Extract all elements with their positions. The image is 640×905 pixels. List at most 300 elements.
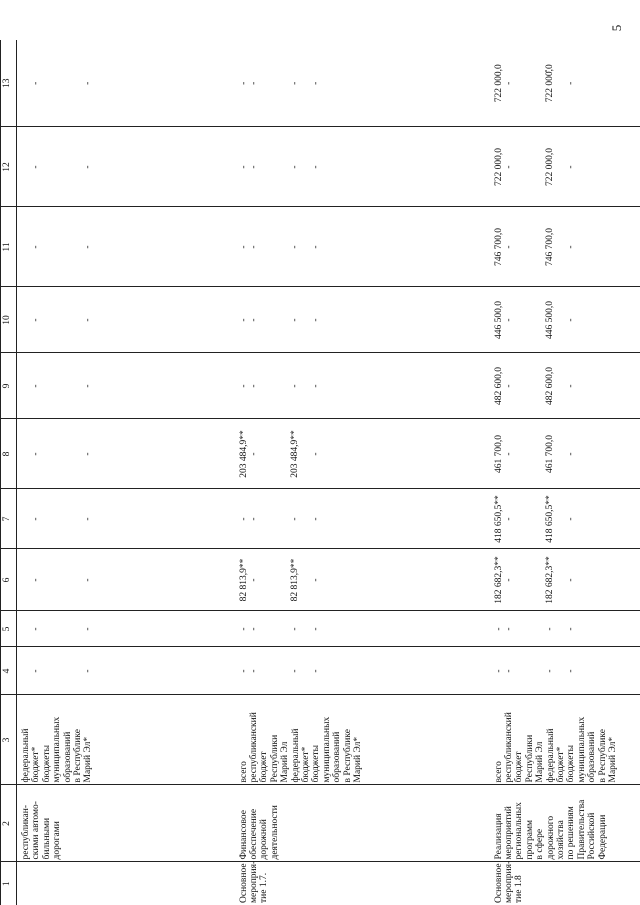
spacer bbox=[301, 614, 311, 645]
text-line: федеральный bbox=[545, 728, 556, 783]
text-line: Марий Эл bbox=[535, 741, 546, 783]
program-funding-table bbox=[0, 40, 640, 905]
spacer bbox=[42, 42, 52, 125]
spacer bbox=[63, 492, 73, 547]
measure-label-cell bbox=[492, 862, 640, 905]
spacer bbox=[73, 614, 83, 645]
value-cell-col-13 bbox=[17, 40, 237, 127]
amount-value: 203 484,9** bbox=[290, 430, 301, 478]
spacer bbox=[21, 650, 31, 693]
spacer bbox=[525, 614, 535, 645]
amount-value: - bbox=[31, 669, 42, 673]
amount-value: - bbox=[545, 669, 556, 673]
value-cell-col-12 bbox=[17, 127, 237, 207]
amount-value: - bbox=[503, 384, 514, 388]
amount-value: - bbox=[83, 318, 94, 322]
spacer bbox=[280, 356, 290, 417]
text-line: муниципальных bbox=[576, 716, 587, 783]
amount-value: - bbox=[566, 627, 577, 631]
amount-value: - bbox=[566, 384, 577, 388]
amount-value: 446 500,0 bbox=[493, 301, 504, 339]
amount-value: - bbox=[83, 165, 94, 169]
spacer bbox=[21, 492, 31, 547]
rotated-page bbox=[0, 40, 640, 905]
amount-value: 446 500,0 bbox=[545, 301, 556, 339]
text-line: федеральный bbox=[290, 728, 301, 783]
value-cell-col-11 bbox=[492, 207, 640, 287]
spacer bbox=[42, 356, 52, 417]
amount-value: - bbox=[238, 627, 249, 631]
column-header-2: 2 bbox=[1, 785, 17, 862]
amount-value: 203 484,9** bbox=[238, 430, 249, 478]
spacer bbox=[73, 492, 83, 547]
page-number: 5 bbox=[609, 24, 624, 32]
spacer bbox=[301, 552, 311, 609]
amount-value: 746 700,0 bbox=[493, 228, 504, 266]
amount-value: 418 650,5** bbox=[545, 495, 556, 543]
spacer bbox=[73, 356, 83, 417]
spacer bbox=[52, 356, 62, 417]
spacer bbox=[556, 290, 566, 351]
spacer bbox=[259, 290, 269, 351]
text-line: бюджет bbox=[259, 751, 270, 783]
amount-value: - bbox=[503, 627, 514, 631]
amount-value: 746 700,0 bbox=[545, 228, 556, 266]
text-line: в Республике bbox=[597, 729, 608, 783]
value-cell-col-9 bbox=[17, 353, 237, 419]
amount-value: 461 700,0 bbox=[545, 435, 556, 473]
spacer bbox=[301, 130, 311, 205]
spacer bbox=[301, 650, 311, 693]
spacer bbox=[514, 492, 524, 547]
spacer bbox=[270, 650, 280, 693]
table-body bbox=[17, 40, 640, 905]
spacer bbox=[73, 42, 83, 125]
amount-value: - bbox=[566, 245, 577, 249]
text-line: Основное bbox=[238, 863, 249, 903]
value-cell-col-4 bbox=[17, 647, 237, 695]
amount-value: - bbox=[311, 165, 322, 169]
amount-value: - bbox=[311, 452, 322, 456]
spacer bbox=[73, 650, 83, 693]
text-line: в сфере bbox=[535, 828, 546, 860]
amount-value: - bbox=[290, 318, 301, 322]
amount-value: - bbox=[503, 452, 514, 456]
spacer bbox=[259, 356, 269, 417]
column-header-6: 6 bbox=[1, 549, 17, 611]
spacer bbox=[301, 290, 311, 351]
text-line: в Республике bbox=[73, 729, 84, 783]
amount-value: - bbox=[248, 669, 259, 673]
spacer bbox=[525, 130, 535, 205]
spacer bbox=[259, 492, 269, 547]
amount-value: - bbox=[311, 245, 322, 249]
spacer bbox=[63, 42, 73, 125]
amount-value: - bbox=[503, 578, 514, 582]
amount-value: - bbox=[83, 384, 94, 388]
amount-value: - bbox=[31, 245, 42, 249]
text-line: образований bbox=[587, 731, 598, 783]
text-line: бюджет* bbox=[300, 746, 311, 783]
value-cell-col-7 bbox=[492, 489, 640, 549]
amount-value: - bbox=[290, 245, 301, 249]
spacer bbox=[63, 210, 73, 285]
measure-label-cell bbox=[17, 862, 237, 905]
text-line: всего bbox=[238, 761, 249, 783]
spacer bbox=[301, 42, 311, 125]
amount-value: - bbox=[248, 452, 259, 456]
spacer bbox=[514, 290, 524, 351]
amount-value: 461 700,0 bbox=[493, 435, 504, 473]
spacer bbox=[21, 552, 31, 609]
value-cell-col-12 bbox=[237, 127, 492, 207]
value-cell-col-10 bbox=[237, 287, 492, 353]
spacer bbox=[514, 130, 524, 205]
text-line: тие 1.8 bbox=[514, 875, 525, 903]
text-line: бюджет* bbox=[31, 746, 42, 783]
spacer bbox=[280, 614, 290, 645]
spacer bbox=[514, 650, 524, 693]
spacer bbox=[556, 552, 566, 609]
spacer bbox=[42, 552, 52, 609]
amount-value: - bbox=[290, 81, 301, 85]
spacer bbox=[535, 42, 545, 125]
spacer bbox=[514, 552, 524, 609]
spacer bbox=[514, 614, 524, 645]
text-line: муниципальных bbox=[321, 716, 332, 783]
text-line: муниципальных bbox=[52, 716, 63, 783]
amount-value: 722 000,0 bbox=[493, 148, 504, 186]
spacer bbox=[270, 130, 280, 205]
amount-value: - bbox=[290, 384, 301, 388]
spacer bbox=[21, 290, 31, 351]
amount-value: - bbox=[248, 517, 259, 521]
text-line: федеральный bbox=[21, 728, 31, 783]
amount-value: - bbox=[248, 318, 259, 322]
value-cell-col-11 bbox=[17, 207, 237, 287]
text-line: бюджет* bbox=[555, 746, 566, 783]
spacer bbox=[514, 422, 524, 487]
spacer bbox=[301, 422, 311, 487]
spacer bbox=[52, 422, 62, 487]
spacer bbox=[514, 210, 524, 285]
spacer bbox=[280, 422, 290, 487]
spacer bbox=[52, 552, 62, 609]
spacer bbox=[270, 210, 280, 285]
measure-label-cell bbox=[237, 862, 492, 905]
amount-value: - bbox=[238, 245, 249, 249]
spacer bbox=[525, 290, 535, 351]
amount-value: - bbox=[31, 517, 42, 521]
text-line: мероприя- bbox=[503, 860, 514, 903]
text-line: Республики bbox=[269, 734, 280, 783]
amount-value: - bbox=[493, 627, 504, 631]
amount-value: - bbox=[83, 81, 94, 85]
text-line: программ bbox=[524, 820, 535, 860]
amount-value: 182 682,3** bbox=[493, 556, 504, 604]
value-cell-col-7 bbox=[17, 489, 237, 549]
text-line: образований bbox=[62, 731, 73, 783]
amount-value: - bbox=[31, 578, 42, 582]
spacer bbox=[73, 422, 83, 487]
spacer bbox=[52, 290, 62, 351]
amount-value: - bbox=[248, 578, 259, 582]
amount-value: - bbox=[238, 318, 249, 322]
text-line: Марий Эл* bbox=[607, 736, 618, 783]
text-line: дорогами bbox=[52, 821, 63, 860]
column-header-8: 8 bbox=[1, 419, 17, 489]
amount-value: - bbox=[311, 81, 322, 85]
value-cell-col-9 bbox=[237, 353, 492, 419]
spacer bbox=[63, 422, 73, 487]
amount-value: - bbox=[566, 81, 577, 85]
text-line: бюджеты bbox=[41, 745, 52, 783]
amount-value: - bbox=[503, 165, 514, 169]
spacer bbox=[42, 290, 52, 351]
amount-value: - bbox=[493, 669, 504, 673]
amount-value: 722 000,0 bbox=[545, 148, 556, 186]
spacer bbox=[259, 614, 269, 645]
text-line: хозяйства bbox=[555, 820, 566, 860]
amount-value: - bbox=[503, 81, 514, 85]
text-line: бильными bbox=[41, 817, 52, 860]
spacer bbox=[535, 210, 545, 285]
spacer bbox=[535, 552, 545, 609]
text-line: Финансовое bbox=[238, 810, 249, 860]
spacer bbox=[301, 356, 311, 417]
text-line: республиканский bbox=[503, 712, 514, 783]
funding-source-cell bbox=[237, 695, 492, 785]
amount-value: - bbox=[238, 384, 249, 388]
spacer bbox=[63, 552, 73, 609]
amount-value: - bbox=[290, 669, 301, 673]
value-cell-col-8 bbox=[237, 419, 492, 489]
spacer bbox=[21, 130, 31, 205]
amount-value: - bbox=[31, 452, 42, 456]
spacer bbox=[280, 650, 290, 693]
amount-value: - bbox=[83, 669, 94, 673]
spacer bbox=[42, 210, 52, 285]
amount-value: 82 813,9** bbox=[238, 558, 249, 602]
text-line: Правительства bbox=[576, 799, 587, 860]
spacer bbox=[535, 650, 545, 693]
spacer bbox=[63, 130, 73, 205]
spacer bbox=[42, 130, 52, 205]
spacer bbox=[280, 42, 290, 125]
spacer bbox=[535, 492, 545, 547]
text-line: региональных bbox=[514, 802, 525, 860]
spacer bbox=[280, 552, 290, 609]
text-line: деятельности bbox=[269, 805, 280, 860]
column-header-11: 11 bbox=[1, 207, 17, 287]
text-line: бюджеты bbox=[311, 745, 322, 783]
measure-name-cell bbox=[237, 785, 492, 862]
text-line: по решениям bbox=[566, 806, 577, 860]
spacer bbox=[73, 290, 83, 351]
amount-value: - bbox=[248, 245, 259, 249]
spacer bbox=[52, 492, 62, 547]
amount-value: - bbox=[83, 627, 94, 631]
table-row bbox=[492, 40, 640, 905]
value-cell-col-10 bbox=[492, 287, 640, 353]
spacer bbox=[556, 210, 566, 285]
spacer bbox=[301, 210, 311, 285]
column-header-13: 13 bbox=[1, 40, 17, 127]
column-header-7: 7 bbox=[1, 489, 17, 549]
funding-source-cell bbox=[17, 695, 237, 785]
value-cell-col-5 bbox=[237, 611, 492, 647]
amount-value: 82 813,9** bbox=[290, 558, 301, 602]
spacer bbox=[63, 290, 73, 351]
spacer bbox=[535, 422, 545, 487]
amount-value: - bbox=[311, 318, 322, 322]
spacer bbox=[63, 650, 73, 693]
spacer bbox=[514, 42, 524, 125]
value-cell-col-5 bbox=[492, 611, 640, 647]
measure-name-cell bbox=[492, 785, 640, 862]
spacer bbox=[42, 650, 52, 693]
spacer bbox=[21, 614, 31, 645]
funding-source-cell bbox=[492, 695, 640, 785]
amount-value: - bbox=[83, 245, 94, 249]
spacer bbox=[42, 614, 52, 645]
text-line: Марий Эл* bbox=[83, 736, 94, 783]
amount-value: - bbox=[311, 627, 322, 631]
spacer bbox=[280, 290, 290, 351]
column-header-9: 9 bbox=[1, 353, 17, 419]
value-cell-col-6 bbox=[237, 549, 492, 611]
text-line: дорожной bbox=[259, 819, 270, 860]
value-cell-col-4 bbox=[237, 647, 492, 695]
amount-value: - bbox=[503, 669, 514, 673]
text-line: Российской bbox=[587, 812, 598, 860]
spacer bbox=[525, 650, 535, 693]
amount-value: - bbox=[83, 452, 94, 456]
spacer bbox=[21, 210, 31, 285]
value-cell-col-10 bbox=[17, 287, 237, 353]
spacer bbox=[52, 650, 62, 693]
amount-value: - bbox=[31, 81, 42, 85]
amount-value: 418 650,5** bbox=[493, 495, 504, 543]
table-row bbox=[237, 40, 492, 905]
value-cell-col-6 bbox=[17, 549, 237, 611]
amount-value: 182 682,3** bbox=[545, 556, 556, 604]
spacer bbox=[556, 130, 566, 205]
text-line: образований bbox=[332, 731, 343, 783]
amount-value: - bbox=[311, 517, 322, 521]
spacer bbox=[52, 42, 62, 125]
spacer bbox=[73, 130, 83, 205]
text-line: Реализация bbox=[493, 813, 504, 860]
amount-value: - bbox=[83, 578, 94, 582]
spacer bbox=[556, 614, 566, 645]
spacer bbox=[535, 614, 545, 645]
text-line: Марий Эл* bbox=[352, 736, 363, 783]
text-line: обеспечение bbox=[248, 808, 259, 860]
text-line: республиканский bbox=[248, 712, 259, 783]
text-line: республикан- bbox=[21, 805, 31, 860]
amount-value: - bbox=[290, 627, 301, 631]
spacer bbox=[556, 42, 566, 125]
amount-value: - bbox=[290, 165, 301, 169]
spacer bbox=[270, 492, 280, 547]
table-row bbox=[17, 40, 237, 905]
spacer bbox=[21, 422, 31, 487]
spacer bbox=[535, 130, 545, 205]
amount-value: - bbox=[503, 517, 514, 521]
text-line: Федерации bbox=[597, 814, 608, 860]
spacer bbox=[259, 650, 269, 693]
value-cell-col-12 bbox=[492, 127, 640, 207]
amount-value: - bbox=[238, 81, 249, 85]
amount-value: - bbox=[545, 627, 556, 631]
amount-value: - bbox=[311, 384, 322, 388]
spacer bbox=[525, 356, 535, 417]
value-cell-col-4 bbox=[492, 647, 640, 695]
spacer bbox=[525, 552, 535, 609]
spacer bbox=[63, 356, 73, 417]
spacer bbox=[259, 210, 269, 285]
spacer bbox=[535, 356, 545, 417]
spacer bbox=[21, 42, 31, 125]
spacer bbox=[280, 130, 290, 205]
amount-value: - bbox=[31, 318, 42, 322]
value-cell-col-8 bbox=[17, 419, 237, 489]
spacer bbox=[42, 422, 52, 487]
text-line: бюджеты bbox=[566, 745, 577, 783]
amount-value: - bbox=[566, 318, 577, 322]
text-line: мероприя- bbox=[248, 860, 259, 903]
amount-value: - bbox=[31, 165, 42, 169]
value-cell-col-5 bbox=[17, 611, 237, 647]
spacer bbox=[73, 552, 83, 609]
spacer bbox=[21, 356, 31, 417]
amount-value: - bbox=[503, 318, 514, 322]
text-line: Основное bbox=[493, 863, 504, 903]
column-header-12: 12 bbox=[1, 127, 17, 207]
spacer bbox=[270, 422, 280, 487]
value-cell-col-8 bbox=[492, 419, 640, 489]
spacer bbox=[270, 552, 280, 609]
spacer bbox=[514, 356, 524, 417]
spacer bbox=[42, 492, 52, 547]
column-header-3: 3 bbox=[1, 695, 17, 785]
amount-value: - bbox=[248, 165, 259, 169]
spacer bbox=[259, 422, 269, 487]
amount-value: - bbox=[83, 517, 94, 521]
text-line: тие 1.7. bbox=[259, 872, 270, 903]
spacer bbox=[525, 210, 535, 285]
column-header-1: 1 bbox=[1, 862, 17, 905]
amount-value: - bbox=[238, 517, 249, 521]
spacer bbox=[270, 42, 280, 125]
value-cell-col-6 bbox=[492, 549, 640, 611]
value-cell-col-9 bbox=[492, 353, 640, 419]
spacer bbox=[525, 422, 535, 487]
measure-name-cell bbox=[17, 785, 237, 862]
amount-value: 482 600,0 bbox=[493, 367, 504, 405]
table-header-row bbox=[1, 40, 17, 905]
spacer bbox=[556, 356, 566, 417]
text-line: мероприятий bbox=[503, 806, 514, 860]
spacer bbox=[259, 130, 269, 205]
value-cell-col-13 bbox=[237, 40, 492, 127]
value-cell-col-7 bbox=[237, 489, 492, 549]
spacer bbox=[73, 210, 83, 285]
spacer bbox=[259, 42, 269, 125]
spacer bbox=[52, 130, 62, 205]
amount-value: 722 000,0 bbox=[545, 64, 556, 103]
